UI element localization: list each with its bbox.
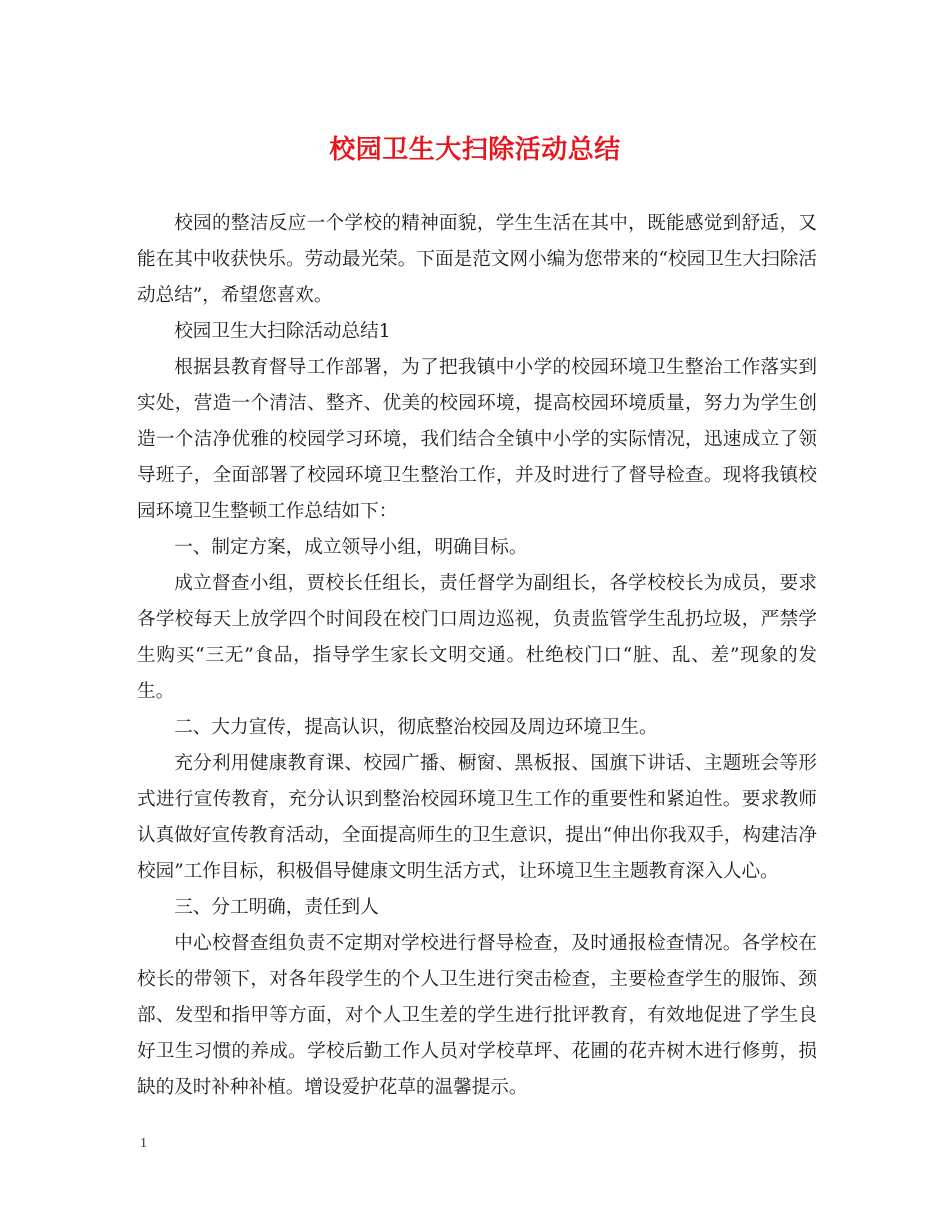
section-2-paragraph: 充分利用健康教育课、校园广播、橱窗、黑板报、国旗下讲话、主题班会等形式进行宣传教育，充分认识到整治校园环境卫生工作的重要性和紧迫性。要求教师认真做好宣传教育活动，全面提高师生的卫生意识，提出“伸出你我双手，构建洁净校园”工作目标，积极倡导健康文明生活方式，让环境卫生主题教育深入人心。 (137, 753, 817, 882)
section-heading-3: 三、分工明确，责任到人 (174, 897, 379, 918)
section-3-paragraph: 中心校督查组负责不定期对学校进行督导检查，及时通报检查情况。各学校在校长的带领下，对各年段学生的个人卫生进行突击检查，主要检查学生的服饰、颈部、发型和指甲等方面，对个人卫生差的学生进行批评教育，有效地促进了学生良好卫生习惯的养成。学校后勤工作人员对学校草坪、花圃的花卉树木进行修剪，损缺的及时补种补植。增设爱护花草的温馨提示。 (137, 933, 817, 1098)
intro-paragraph: 校园的整洁反应一个学校的精神面貌，学生生活在其中，既能感觉到舒适，又能在其中收获快乐。劳动最光荣。下面是范文网小编为您带来的“校园卫生大扫除活动总结”，希望您喜欢。 (137, 213, 817, 306)
section-heading-summary-1: 校园卫生大扫除活动总结1 (174, 321, 391, 342)
document-title: 校园卫生大扫除活动总结 (329, 135, 621, 165)
document-body (137, 206, 817, 1106)
background-paragraph: 根据县教育督导工作部署，为了把我镇中小学的校园环境卫生整治工作落实到实处，营造一个清洁、整齐、优美的校园环境，提高校园环境质量，努力为学生创造一个洁净优雅的校园学习环境，我们结合全镇中小学的实际情况，迅速成立了领导班子，全面部署了校园环境卫生整治工作，并及时进行了督导检查。现将我镇校园环境卫生整顿工作总结如下： (137, 357, 817, 522)
section-heading-1: 一、制定方案，成立领导小组，明确目标。 (174, 537, 528, 558)
page-number: 1 (140, 1136, 147, 1151)
section-heading-2: 二、大力宣传，提高认识，彻底整治校园及周边环境卫生。 (174, 717, 658, 738)
section-1-paragraph: 成立督查小组，贾校长任组长，责任督学为副组长，各学校校长为成员，要求各学校每天上放学四个时间段在校门口周边巡视，负责监管学生乱扔垃圾，严禁学生购买“三无”食品，指导学生家长文明交通。杜绝校门口“脏、乱、差”现象的发生。 (137, 573, 817, 702)
